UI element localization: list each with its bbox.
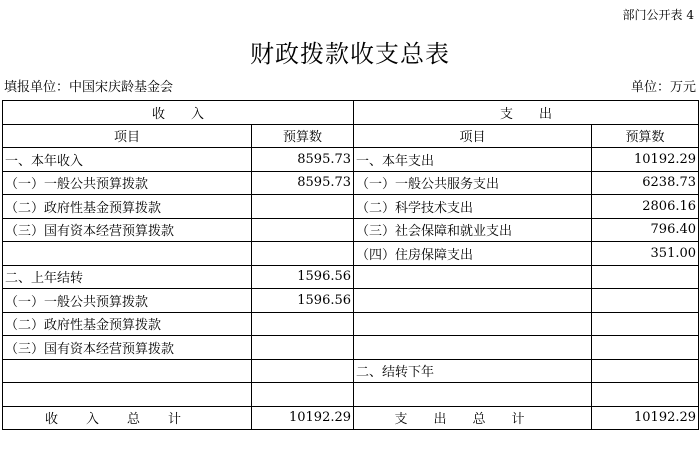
income-item: （三）国有资本经营预算拨款 (3, 218, 252, 242)
table-row (3, 218, 699, 242)
income-item (3, 359, 252, 383)
income-value: 1596.56 (252, 289, 354, 313)
expense-item: 二、结转下年 (354, 359, 592, 383)
table-row (3, 148, 699, 172)
income-item: （二）政府性基金预算拨款 (3, 195, 252, 219)
income-value (252, 312, 354, 336)
table-row (3, 383, 699, 407)
table-row (3, 289, 699, 313)
expense-item-header: 项目 (354, 124, 592, 148)
expense-item (354, 383, 592, 407)
income-value: 8595.73 (252, 148, 354, 172)
expense-total-value: 10192.29 (592, 406, 699, 430)
income-item: 二、上年结转 (3, 265, 252, 289)
expense-value: 2806.16 (592, 195, 699, 219)
income-budget-header: 预算数 (252, 124, 354, 148)
expense-value: 10192.29 (592, 148, 699, 172)
expense-value (592, 336, 699, 360)
income-value: 1596.56 (252, 265, 354, 289)
form-number: 部门公开表 4 (622, 8, 694, 22)
expense-value (592, 383, 699, 407)
expense-item: （四）住房保障支出 (354, 242, 592, 266)
income-item: 一、本年收入 (3, 148, 252, 172)
income-item: （二）政府性基金预算拨款 (3, 312, 252, 336)
page-title: 财政拨款收支总表 (250, 40, 450, 68)
table-row (3, 265, 699, 289)
income-item: （一）一般公共预算拨款 (3, 289, 252, 313)
income-value (252, 336, 354, 360)
table-row (3, 171, 699, 195)
expense-total-label: 支出总计 (354, 406, 592, 430)
income-item: （三）国有资本经营预算拨款 (3, 336, 252, 360)
expense-budget-header: 预算数 (592, 124, 699, 148)
expense-item (354, 265, 592, 289)
expense-item: （一）一般公共服务支出 (354, 171, 592, 195)
income-value (252, 359, 354, 383)
income-total-value: 10192.29 (252, 406, 354, 430)
expense-header: 支 出 (354, 101, 699, 125)
expense-value: 351.00 (592, 242, 699, 266)
expense-item (354, 312, 592, 336)
income-value (252, 195, 354, 219)
income-value (252, 242, 354, 266)
table-row (3, 359, 699, 383)
expense-value (592, 312, 699, 336)
expense-item (354, 289, 592, 313)
income-value: 8595.73 (252, 171, 354, 195)
expense-value (592, 289, 699, 313)
table-row (3, 312, 699, 336)
table-row (3, 242, 699, 266)
expense-item: （二）科学技术支出 (354, 195, 592, 219)
table-row (3, 336, 699, 360)
totals-row (3, 406, 699, 430)
income-item: （一）一般公共预算拨款 (3, 171, 252, 195)
income-item (3, 242, 252, 266)
column-header-row (3, 124, 699, 148)
expense-value: 6238.73 (592, 171, 699, 195)
budget-table (2, 100, 699, 430)
filling-unit: 填报单位：中国宋庆龄基金会 (4, 80, 174, 95)
section-header-row (3, 101, 699, 125)
income-total-label: 收入总计 (3, 406, 252, 430)
expense-value (592, 359, 699, 383)
income-value (252, 218, 354, 242)
expense-value (592, 265, 699, 289)
expense-item: 一、本年支出 (354, 148, 592, 172)
income-value (252, 383, 354, 407)
income-item-header: 项目 (3, 124, 252, 148)
table-row (3, 195, 699, 219)
income-item (3, 383, 252, 407)
income-header: 收 入 (3, 101, 354, 125)
expense-item: （三）社会保障和就业支出 (354, 218, 592, 242)
expense-value: 796.40 (592, 218, 699, 242)
expense-item (354, 336, 592, 360)
currency-unit: 单位：万元 (630, 80, 696, 95)
